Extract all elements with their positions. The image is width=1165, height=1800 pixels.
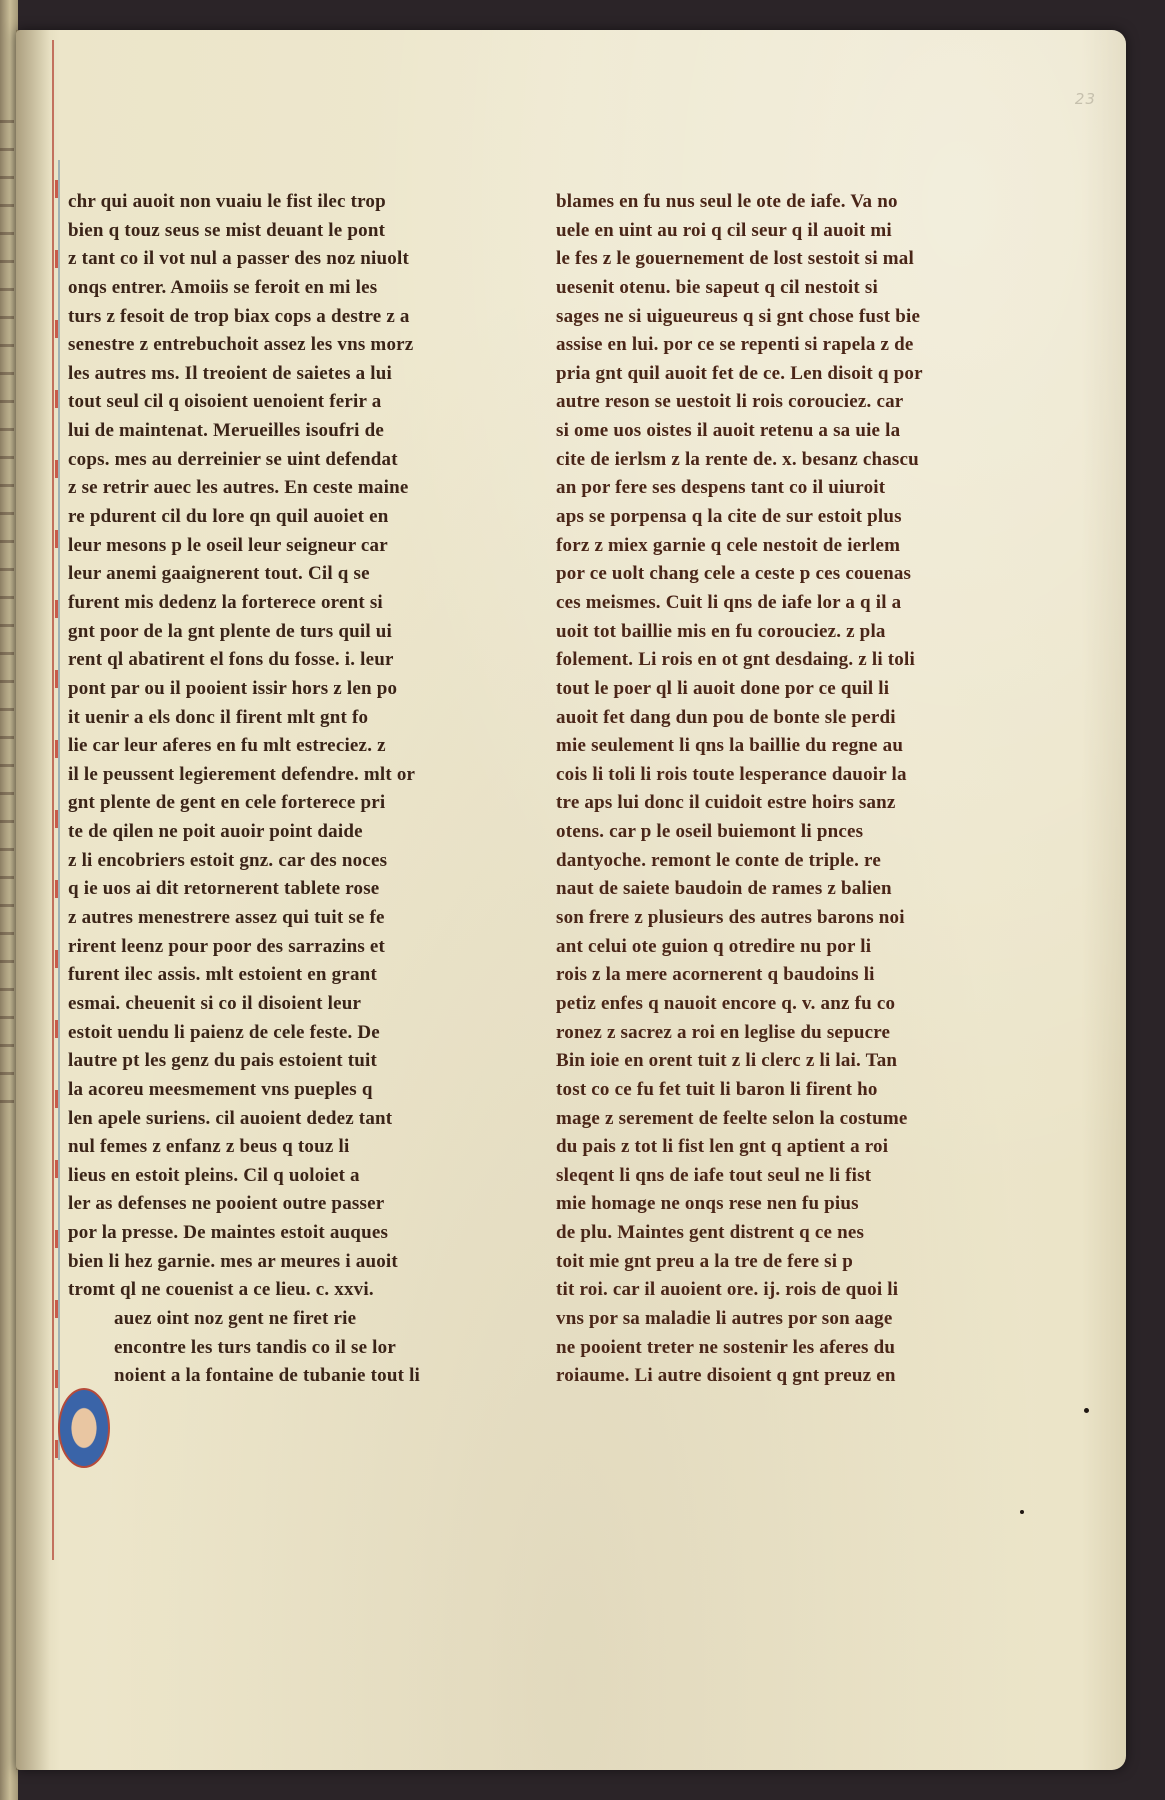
manuscript-line: toit mie gnt preu a la tre de fere si p [556,1250,853,1272]
manuscript-line: il le peussent legierement defendre. mlt or [68,763,416,785]
decorated-initial [58,1388,110,1468]
manuscript-line: otens. car p le oseil buiemont li pnces [556,821,864,843]
manuscript-line: te de qilen ne poit auoir point daide [68,821,363,843]
manuscript-line: gnt plente de gent en cele forterece pri [68,792,386,814]
manuscript-line: naut de saiete baudoin de rames z balien [556,878,892,900]
manuscript-line: auez oint noz gent ne firet rie [114,1307,357,1329]
manuscript-line: z autres menestrere assez qui tuit se fe [68,907,385,929]
manuscript-line: le fes z le gouernement de lost sestoit si mal [556,248,914,270]
manuscript-line: tout seul cil q oisoient uenoient ferir a [68,391,382,413]
manuscript-line: por la presse. De maintes estoit auques [68,1222,389,1244]
manuscript-line: lieus en estoit pleins. Cil q uoloiet a [68,1164,360,1186]
manuscript-line: leur mesons p le oseil leur seigneur car [68,534,388,556]
manuscript-line: aps se porpensa q la cite de sur estoit plus [556,506,902,528]
manuscript-line: petiz enfes q nauoit encore q. v. anz fu co [556,992,896,1014]
manuscript-line: ant celui ote guion q otredire nu por li [556,935,872,957]
manuscript-line: bien q touz seus se mist deuant le pont [68,219,386,241]
manuscript-line: folement. Li rois en ot gnt desdaing. z li toli [556,649,915,671]
gutter-shadow [16,30,50,1770]
manuscript-line: auoit fet dang dun pou de bonte sle perdi [556,706,896,728]
manuscript-line: sleqent li qns de iafe tout seul ne li fist [556,1164,872,1186]
manuscript-line: encontre les turs tandis co il se lor [114,1336,396,1358]
red-margin-rule [52,40,54,1560]
manuscript-line: z se retrir auec les autres. En ceste maine [68,477,409,499]
decorative-penwork-border [55,180,58,1500]
manuscript-line: forz z miex garnie q cele nestoit de ierlem [556,534,901,556]
left-text-column [68,188,513,1391]
manuscript-line: onqs entrer. Amoiis se feroit en mi les [68,276,378,298]
manuscript-line: tout le poer ql li auoit done por ce quil li [556,677,890,699]
manuscript-line: q ie uos ai dit retornerent tablete rose [68,878,380,900]
manuscript-line: mie seulement li qns la baillie du regne au [556,735,904,757]
manuscript-line: z li encobriers estoit gnz. car des noces [68,849,388,871]
manuscript-line: estoit uendu li paienz de cele feste. De [68,1021,380,1043]
manuscript-line: noient a la fontaine de tubanie tout li [114,1365,421,1387]
manuscript-leaf [16,30,1126,1770]
ink-dot [1020,1510,1024,1514]
manuscript-line: Bin ioie en orent tuit z li clerc z li lai. Tan [556,1050,898,1072]
manuscript-line: de plu. Maintes gent distrent q ce nes [556,1222,865,1244]
manuscript-line: pont par ou il pooient issir hors z len po [68,677,398,699]
manuscript-line: uoit tot baillie mis en fu corouciez. z pla [556,620,886,642]
manuscript-line: bien li hez garnie. mes ar meures i auoit [68,1250,398,1272]
manuscript-line: la acoreu meesmement vns pueples q [68,1078,373,1100]
manuscript-line: vns por sa maladie li autres por son aage [556,1307,893,1329]
manuscript-line: z tant co il vot nul a passer des noz niuolt [68,248,409,270]
manuscript-line: esmai. cheuenit si co il disoient leur [68,992,362,1014]
manuscript-line: len apele suriens. cil auoient dedez tant [68,1107,393,1129]
manuscript-line: roiaume. Li autre disoient q gnt preuz en [556,1365,896,1387]
manuscript-line: por ce uolt chang cele a ceste p ces couenas [556,563,912,585]
manuscript-line: blames en fu nus seul le ote de iafe. Va no [556,191,898,212]
manuscript-line: cite de ierlsm z la rente de. x. besanz chascu [556,448,919,470]
manuscript-line: du pais z tot li fist len gnt q aptient a roi [556,1136,889,1158]
manuscript-line: ronez z sacrez a roi en leglise du sepucre [556,1021,891,1043]
manuscript-line: uesenit otenu. bie sapeut q cil nestoit si [556,276,878,298]
manuscript-line: furent ilec assis. mlt estoient en grant [68,964,377,986]
manuscript-line: ler as defenses ne pooient outre passer [68,1193,385,1215]
manuscript-line: an por fere ses despens tant co il uiuroit [556,477,886,499]
manuscript-line: assise en lui. por ce se repenti si rapela z de [556,334,914,356]
manuscript-line: autre reson se uestoit li rois corouciez. car [556,391,904,413]
manuscript-line: mage z serement de feelte selon la costume [556,1107,908,1129]
manuscript-line: les autres ms. Il treoient de saietes a lui [68,362,393,384]
manuscript-line: tit roi. car il auoient ore. ij. rois de quoi li [556,1279,899,1301]
manuscript-line: senestre z entrebuchoit assez les vns morz [68,334,414,356]
manuscript-line: tost co ce fu fet tuit li baron li firent ho [556,1078,878,1100]
manuscript-line: lautre pt les genz du pais estoient tuit [68,1050,378,1072]
manuscript-line: pria gnt quil auoit fet de ce. Len disoit q por [556,362,923,384]
manuscript-line: tre aps lui donc il cuidoit estre hoirs sanz [556,792,896,814]
blue-margin-rule [58,160,60,1460]
manuscript-line: turs z fesoit de trop biax cops a destre z a [68,305,410,327]
manuscript-line: cops. mes au derreinier se uint defendat [68,448,398,470]
manuscript-line: leur anemi gaaignerent tout. Cil q se [68,563,370,585]
manuscript-line: ne pooient treter ne sostenir les aferes du [556,1336,896,1358]
manuscript-line: nul femes z enfanz z beus q touz li [68,1136,350,1158]
previous-page-text-fragments [0,120,14,1120]
manuscript-line: furent mis dedenz la forterece orent si [68,591,383,613]
manuscript-line: it uenir a els donc il firent mlt gnt fo [68,706,369,728]
manuscript-line: rois z la mere acornerent q baudoins li [556,964,875,986]
manuscript-line: son frere z plusieurs des autres barons noi [556,907,905,929]
manuscript-line: rirent leenz pour poor des sarrazins et [68,935,386,957]
manuscript-line: sages ne si uigueureus q si gnt chose fust bie [556,305,921,327]
manuscript-line: rent ql abatirent el fons du fosse. i. leur [68,649,394,671]
manuscript-line: ces meismes. Cuit li qns de iafe lor a q il a [556,591,902,613]
manuscript-line: uele en uint au roi q cil seur q il auoit mi [556,219,892,241]
manuscript-line: tromt ql ne couenist a ce lieu. c. xxvi. [68,1279,374,1301]
manuscript-line: gnt poor de la gnt plente de turs quil ui [68,620,393,642]
manuscript-line: re pdurent cil du lore qn quil auoiet en [68,506,389,528]
manuscript-line: lie car leur aferes en fu mlt estreciez. z [68,735,386,757]
manuscript-line: si ome uos oistes il auoit retenu a sa uie la [556,420,901,442]
manuscript-line: cois li toli li rois toute lesperance dauoir la [556,763,907,785]
manuscript-line: mie homage ne onqs rese nen fu pius [556,1193,859,1215]
ink-dot [1084,1408,1089,1413]
folio-number: 23 [1074,90,1096,108]
manuscript-line: chr qui auoit non vuaiu le fist ilec trop [68,191,386,212]
manuscript-line: lui de maintenat. Merueilles isoufri de [68,420,384,442]
manuscript-line: dantyoche. remont le conte de triple. re [556,849,881,871]
right-text-column [556,188,1001,1391]
